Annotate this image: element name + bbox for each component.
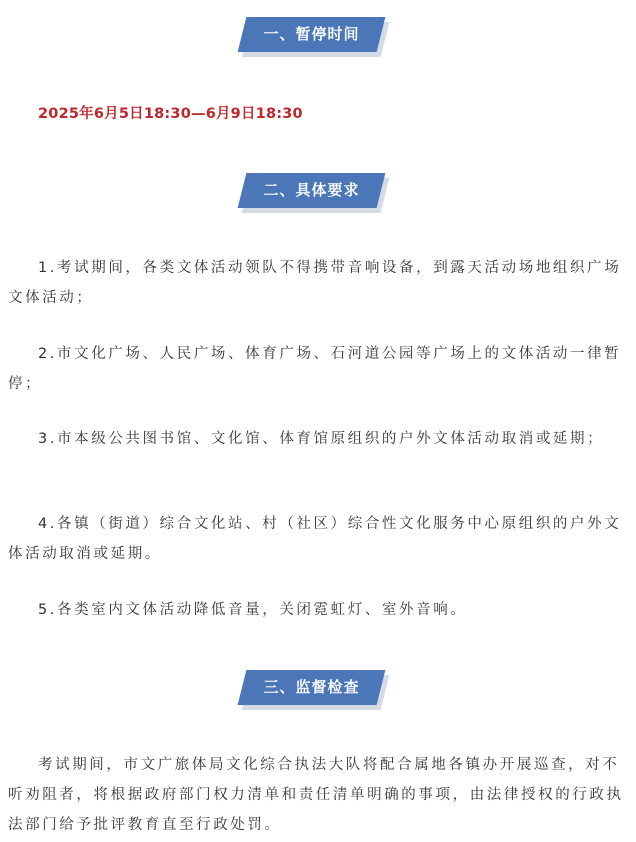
section-title: 三、监督检查 xyxy=(263,678,360,696)
requirement-item-1: 1.考试期间，各类文体活动领队不得携带音响设备，到露天活动场地组织广场文体活动； xyxy=(8,260,622,306)
supervision-paragraph: 考试期间，市文广旅体局文化综合执法大队将配合属地各镇办开展巡查，对不听劝阻者，将根据政府部门权力清单和责任清单明确的事项，由法律授权的行政执法部门给予批评教育直至行政处罚。 xyxy=(8,757,624,833)
section-header-pause-time xyxy=(242,17,387,57)
section-title: 二、具体要求 xyxy=(263,181,360,199)
requirement-item-2: 2.市文化广场、人民广场、体育广场、石河道公园等广场上的文体活动一律暂停； xyxy=(8,346,622,392)
requirement-item-3: 3.市本级公共图书馆、文化馆、体育馆原组织的户外文体活动取消或延期； xyxy=(38,431,605,447)
section-header-supervision xyxy=(242,670,387,710)
section-title: 一、暂停时间 xyxy=(263,25,360,43)
section-header-requirements xyxy=(242,173,387,213)
requirement-item-5: 5.各类室内文体活动降低音量，关闭霓虹灯、室外音响。 xyxy=(38,602,468,618)
requirement-item-4: 4.各镇（街道）综合文化站、村（社区）综合性文化服务中心原组织的户外文体活动取消或延期。 xyxy=(8,516,622,562)
pause-time-range: 2025年6月5日18:30—6月9日18:30 xyxy=(38,106,303,122)
